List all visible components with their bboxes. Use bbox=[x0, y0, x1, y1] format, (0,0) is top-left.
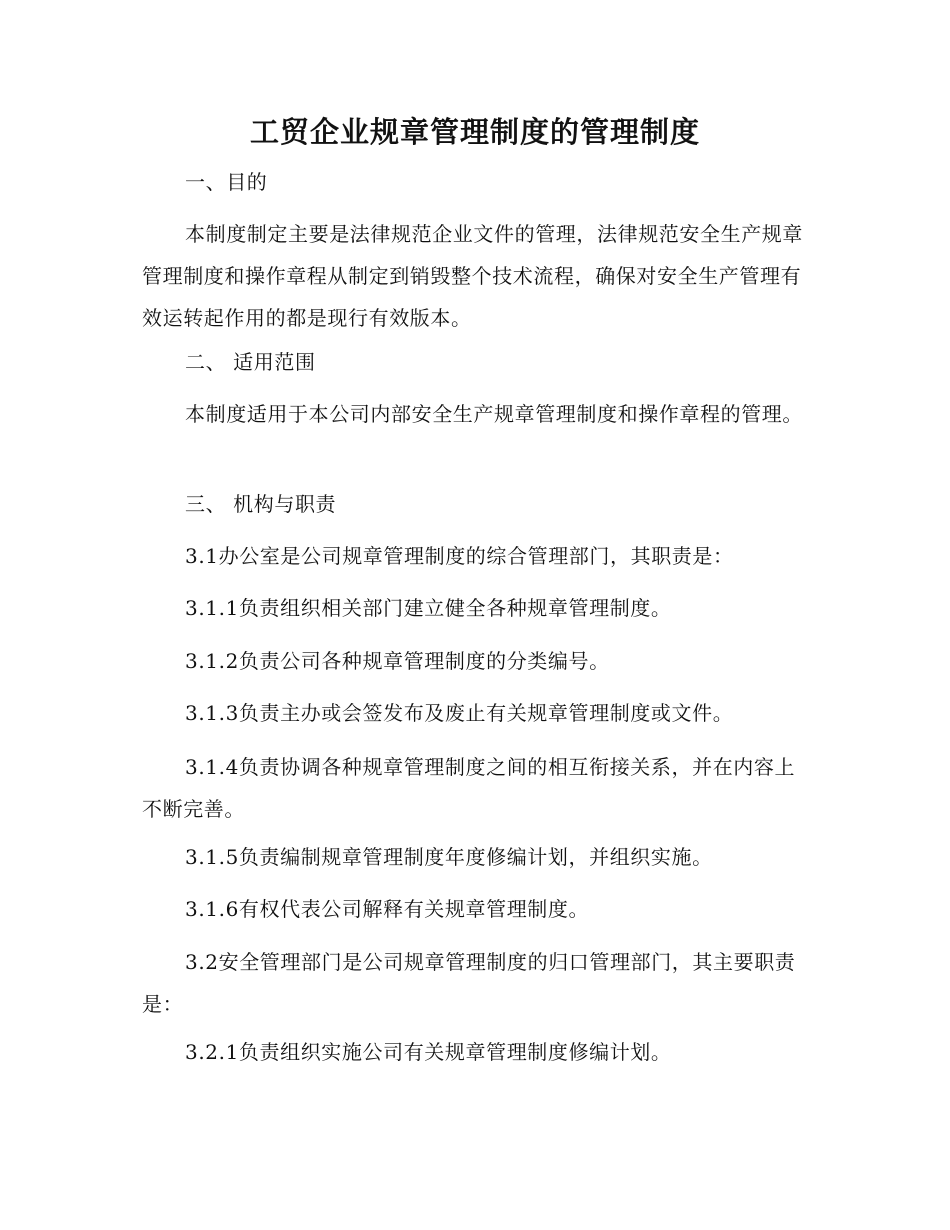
clause-3-1-2: 3.1.2负责公司各种规章管理制度的分类编号。 bbox=[185, 649, 610, 673]
clause-3-2-1: 3.2.1负责组织实施公司有关规章管理制度修编计划。 bbox=[185, 1040, 672, 1064]
section-heading-purpose: 一、目的 bbox=[185, 170, 268, 194]
clause-3-1-3: 3.1.3负责主办或会签发布及废止有关规章管理制度或文件。 bbox=[185, 701, 734, 725]
clause-3-1-1: 3.1.1负责组织相关部门建立健全各种规章管理制度。 bbox=[185, 596, 672, 620]
clause-3-1-5: 3.1.5负责编制规章管理制度年度修编计划，并组织实施。 bbox=[185, 845, 713, 869]
paragraph-scope: 本制度适用于本公司内部安全生产规章管理制度和操作章程的管理。 bbox=[185, 402, 803, 426]
clause-3-1: 3.1办公室是公司规章管理制度的综合管理部门，其职责是： bbox=[185, 544, 734, 568]
clause-3-2: 3.2安全管理部门是公司规章管理制度的归口管理部门，其主要职责是： bbox=[142, 950, 796, 1016]
section-heading-scope: 二、 适用范围 bbox=[185, 350, 316, 374]
section-heading-responsibilities: 三、 机构与职责 bbox=[185, 492, 337, 516]
clause-3-1-4: 3.1.4负责协调各种规章管理制度之间的相互衔接关系，并在内容上不断完善。 bbox=[142, 755, 796, 821]
document-title: 工贸企业规章管理制度的管理制度 bbox=[249, 115, 700, 149]
clause-3-1-6: 3.1.6有权代表公司解释有关规章管理制度。 bbox=[185, 897, 590, 921]
paragraph-purpose: 本制度制定主要是法律规范企业文件的管理，法律规范安全生产规章管理制度和操作章程从制定到销毁整个技术流程，确保对安全生产管理有效运转起作用的都是现行有效版本。 bbox=[142, 222, 803, 330]
